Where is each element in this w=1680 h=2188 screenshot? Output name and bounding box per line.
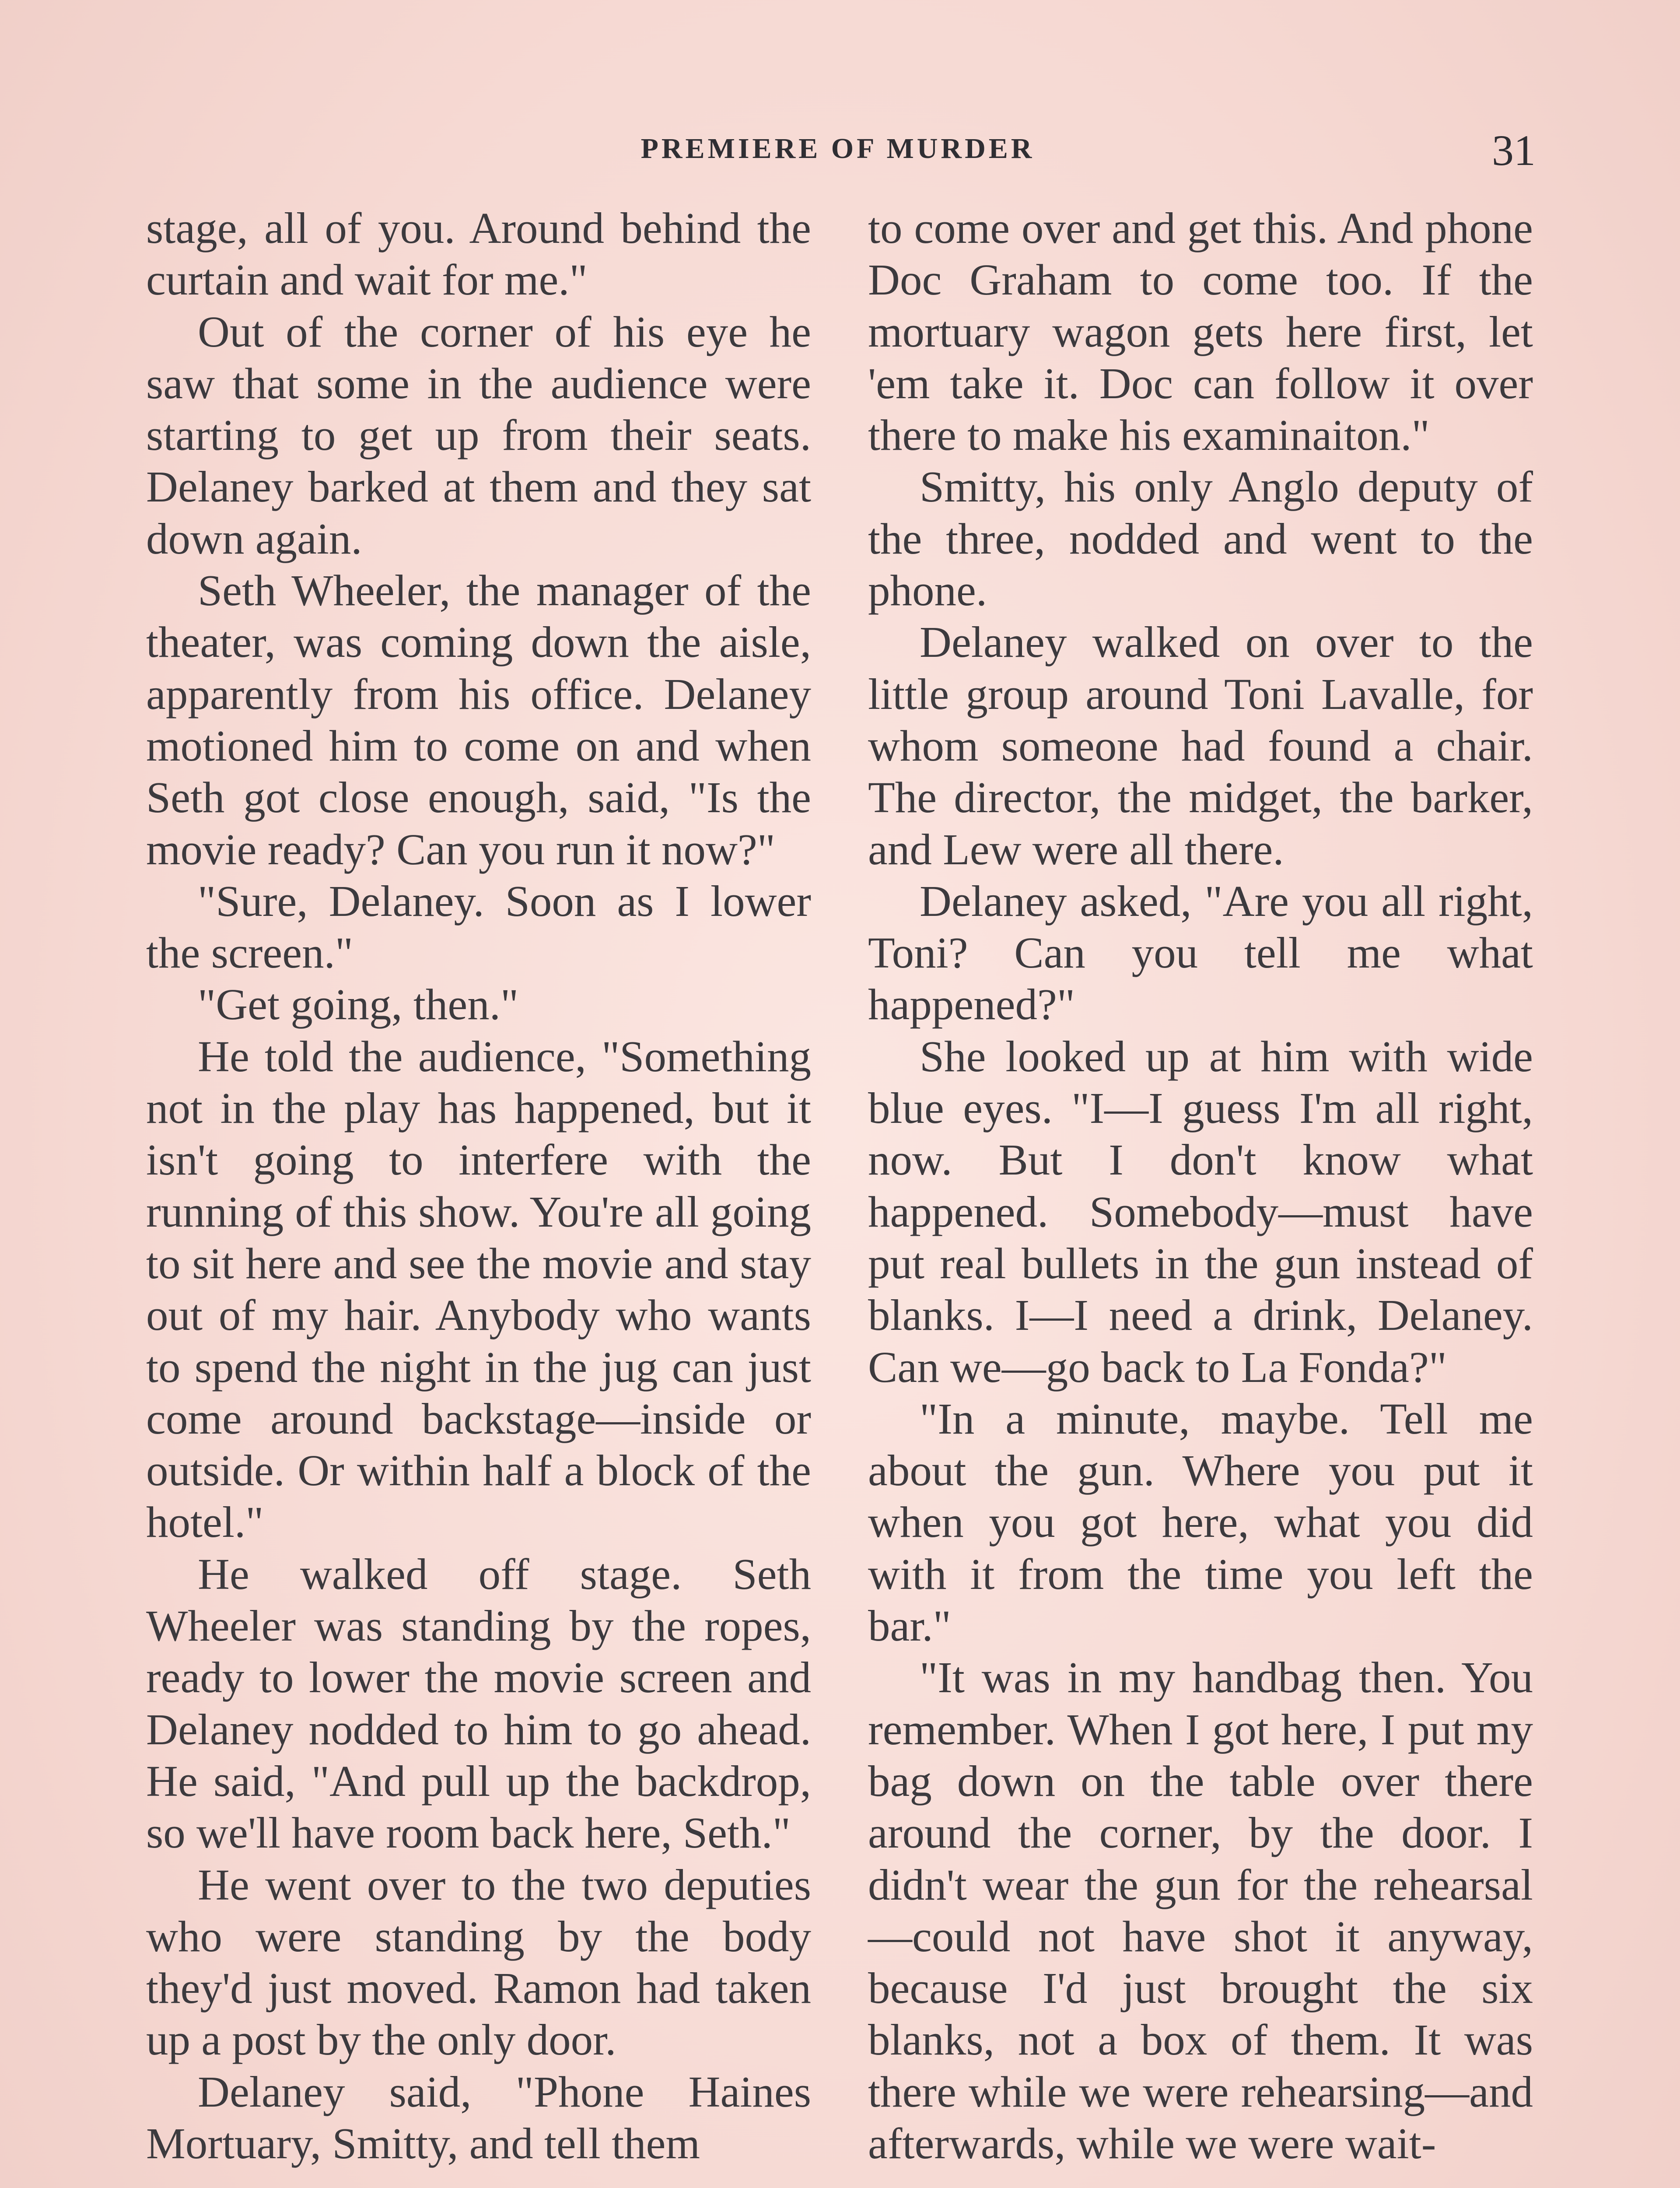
paragraph: stage, all of you. Around behind the curtain and wait for me." [146, 203, 811, 305]
paragraph: He walked off stage. Seth Wheeler was standing by the ropes, ready to lower the movie screen and Delaney nodded to him to go ahead. He said, "And pull up the backdrop, so we'll have room back here, Seth." [146, 1549, 811, 1858]
paragraph: "In a minute, maybe. Tell me about the gun. Where you put it when you got here, what you did with it from the time you left the bar." [868, 1394, 1533, 1651]
paragraph: to come over and get this. And phone Doc Graham to come too. If the mortuary wagon gets here first, let 'em take it. Doc can follow it over there to make his examinaiton." [868, 203, 1533, 460]
paragraph: Out of the corner of his eye he saw that some in the audience were starting to get up from their seats. Delaney barked at them and they sat down again. [146, 307, 811, 563]
running-title: PREMIERE OF MURDER [640, 133, 1035, 165]
left-column [146, 202, 811, 2188]
paragraph: Delaney walked on over to the little group around Toni Lavalle, for whom someone had found a chair. The director, the midget, the barker, and Lew were all there. [868, 617, 1533, 874]
paragraph: "Get going, then." [198, 980, 519, 1029]
paragraph: Delaney asked, "Are you all right, Toni? Can you tell me what happened?" [868, 876, 1533, 1029]
paragraph: Seth Wheeler, the manager of the theater, was coming down the aisle, apparently from his office. Delaney motioned him to come on and when Seth got close enough, said, "Is the movie ready? Can you run it now?" [146, 566, 811, 874]
page-header [144, 126, 1536, 176]
paragraph: "Sure, Delaney. Soon as I lower the screen." [146, 876, 811, 978]
paragraph: He told the audience, "Something not in the play has happened, but it isn't going to interfere with the running of this show. You're all going to sit here and see the movie and stay out of my hair. Anybody who wants to spend the night in the jug can just come around backstage—inside or outside. Or within half a block of the hotel." [146, 1031, 811, 1547]
paragraph: He went over to the two deputies who were standing by the body they'd just moved. Ramon had taken up a post by the only door. [146, 1860, 811, 2065]
paragraph: Smitty, his only Anglo deputy of the three, nodded and went to the phone. [868, 462, 1533, 615]
right-column [868, 202, 1533, 2188]
paragraph: "It was in my handbag then. You remember. When I got here, I put my bag down on the table over there around the corner, by the door. I didn't wear the gun for the rehearsal—could not have shot it anyway, because I'd just brought the six blanks, not a box of them. It was there while we were rehearsing—and afterwards, while we were wait- [868, 1653, 1533, 2168]
paragraph: Delaney said, "Phone Haines Mortuary, Smitty, and tell them [146, 2067, 811, 2168]
paragraph: She looked up at him with wide blue eyes. "I—I guess I'm all right, now. But I don't know what happened. Somebody—must have put real bullets in the gun instead of blanks. I—I need a drink, Delaney. Can we—go back to La Fonda?" [868, 1031, 1533, 1392]
page-number: 31 [1492, 126, 1536, 175]
